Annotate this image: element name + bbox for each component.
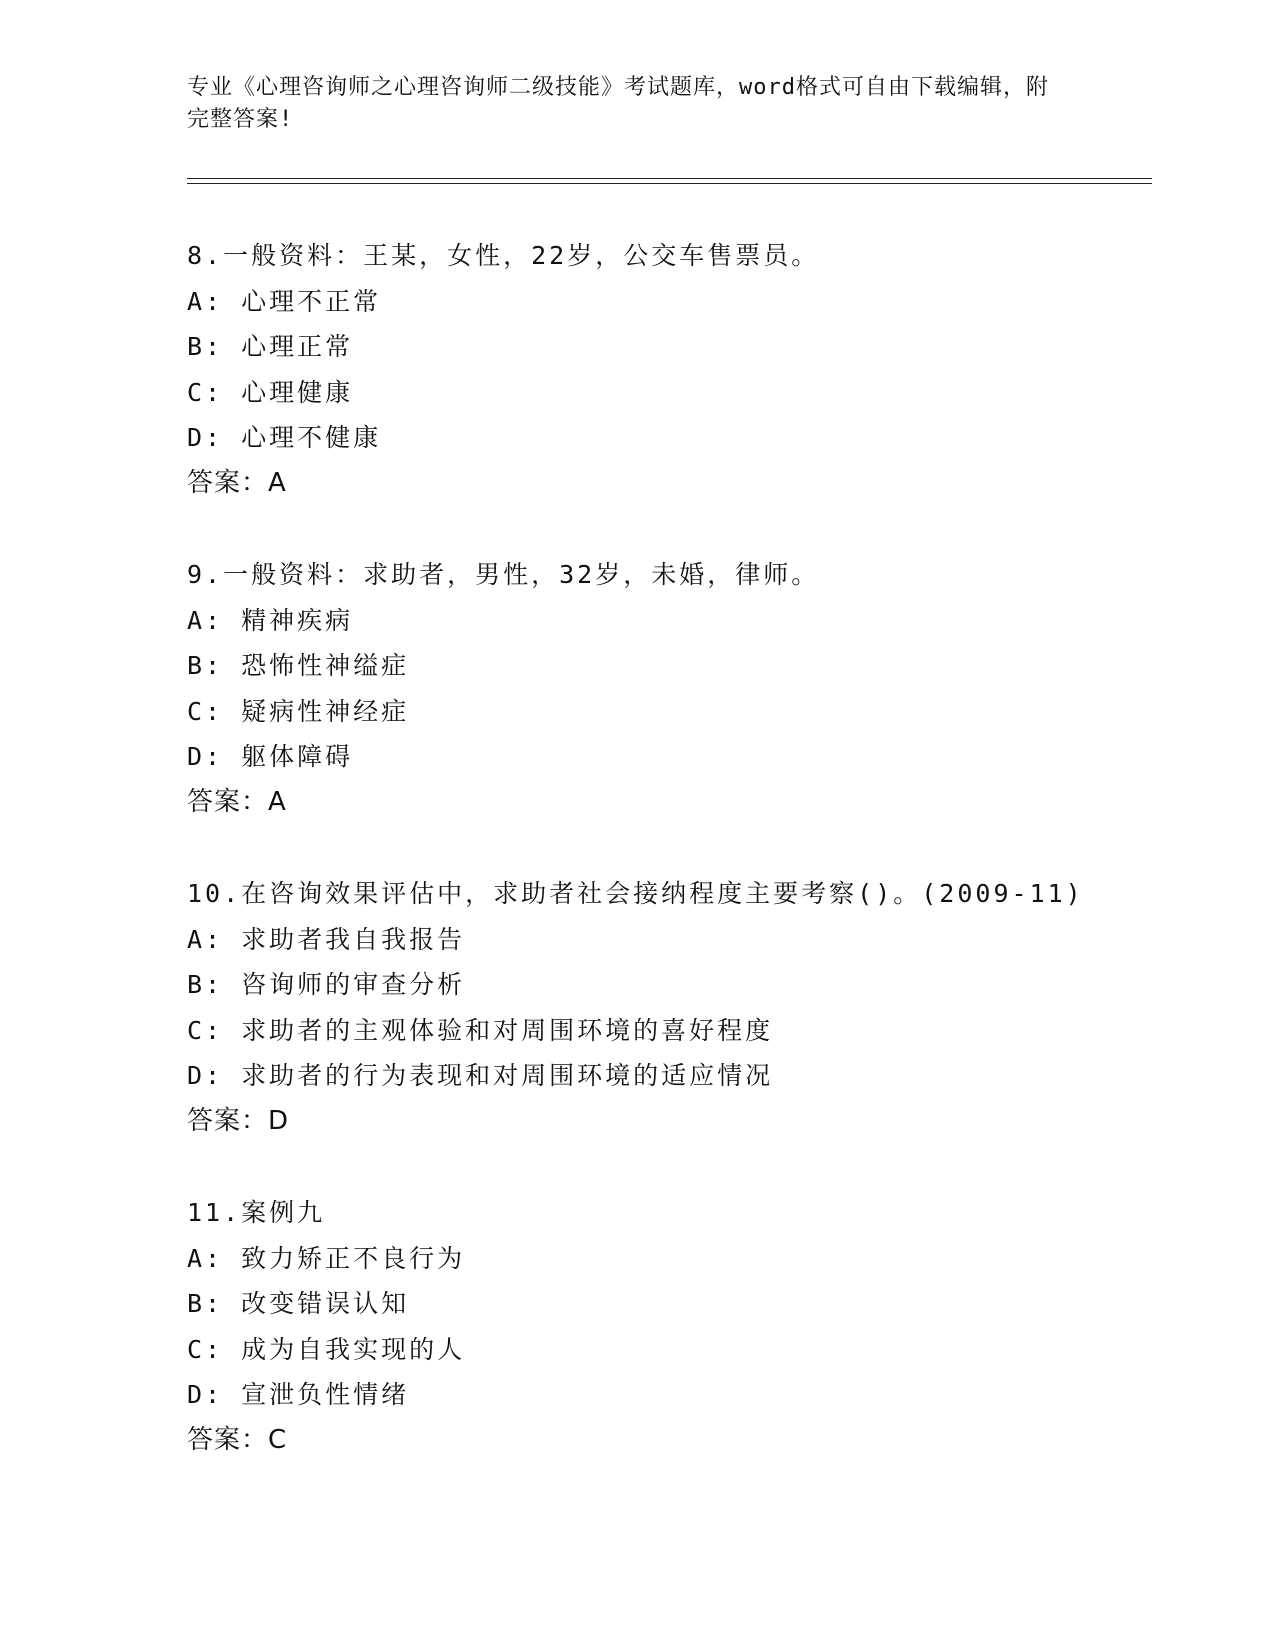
question-8 xyxy=(187,233,1147,506)
question-title: 8.一般资料：王某，女性，22岁，公交车售票员。 xyxy=(187,241,820,270)
option-d: D: 宣泄负性情绪 xyxy=(187,1380,410,1409)
header-divider-top xyxy=(187,178,1152,179)
option-c: C: 疑病性神经症 xyxy=(187,696,410,726)
document-header: 专业《心理咨询师之心理咨询师二级技能》考试题库，word格式可自由下载编辑，附完整答案! xyxy=(187,75,1049,132)
question-title: 10.在咨询效果评估中，求助者社会接纳程度主要考察()。(2009-11) xyxy=(187,879,1084,908)
answer-line: 答案：C xyxy=(187,1424,288,1455)
option-d: D: 求助者的行为表现和对周围环境的适应情况 xyxy=(187,1061,774,1090)
option-b: B: 咨询师的审查分析 xyxy=(187,970,466,999)
option-b: B: 改变错误认知 xyxy=(187,1289,410,1318)
question-10 xyxy=(187,871,1147,1144)
question-title: 11.案例九 xyxy=(187,1198,326,1227)
option-b: B: 恐怖性神缢症 xyxy=(187,651,410,680)
option-a: A: 精神疾病 xyxy=(187,605,354,635)
option-d: D: 躯体障碍 xyxy=(187,742,354,771)
option-a: A: 心理不正常 xyxy=(187,286,382,316)
question-11 xyxy=(187,1190,1147,1463)
option-b: B: 心理正常 xyxy=(187,332,354,361)
question-title: 9.一般资料：求助者，男性，32岁，未婚，律师。 xyxy=(187,560,820,589)
header-divider-bottom xyxy=(187,183,1152,184)
answer-line: 答案：D xyxy=(187,1105,290,1136)
answer-line: 答案：A xyxy=(187,467,287,498)
question-9 xyxy=(187,552,1147,825)
option-c: C: 成为自我实现的人 xyxy=(187,1334,466,1364)
answer-line: 答案：A xyxy=(187,786,287,817)
option-d: D: 心理不健康 xyxy=(187,423,382,452)
option-c: C: 求助者的主观体验和对周围环境的喜好程度 xyxy=(187,1015,774,1045)
option-a: A: 致力矫正不良行为 xyxy=(187,1243,466,1273)
option-c: C: 心理健康 xyxy=(187,377,354,407)
option-a: A: 求助者我自我报告 xyxy=(187,924,466,954)
